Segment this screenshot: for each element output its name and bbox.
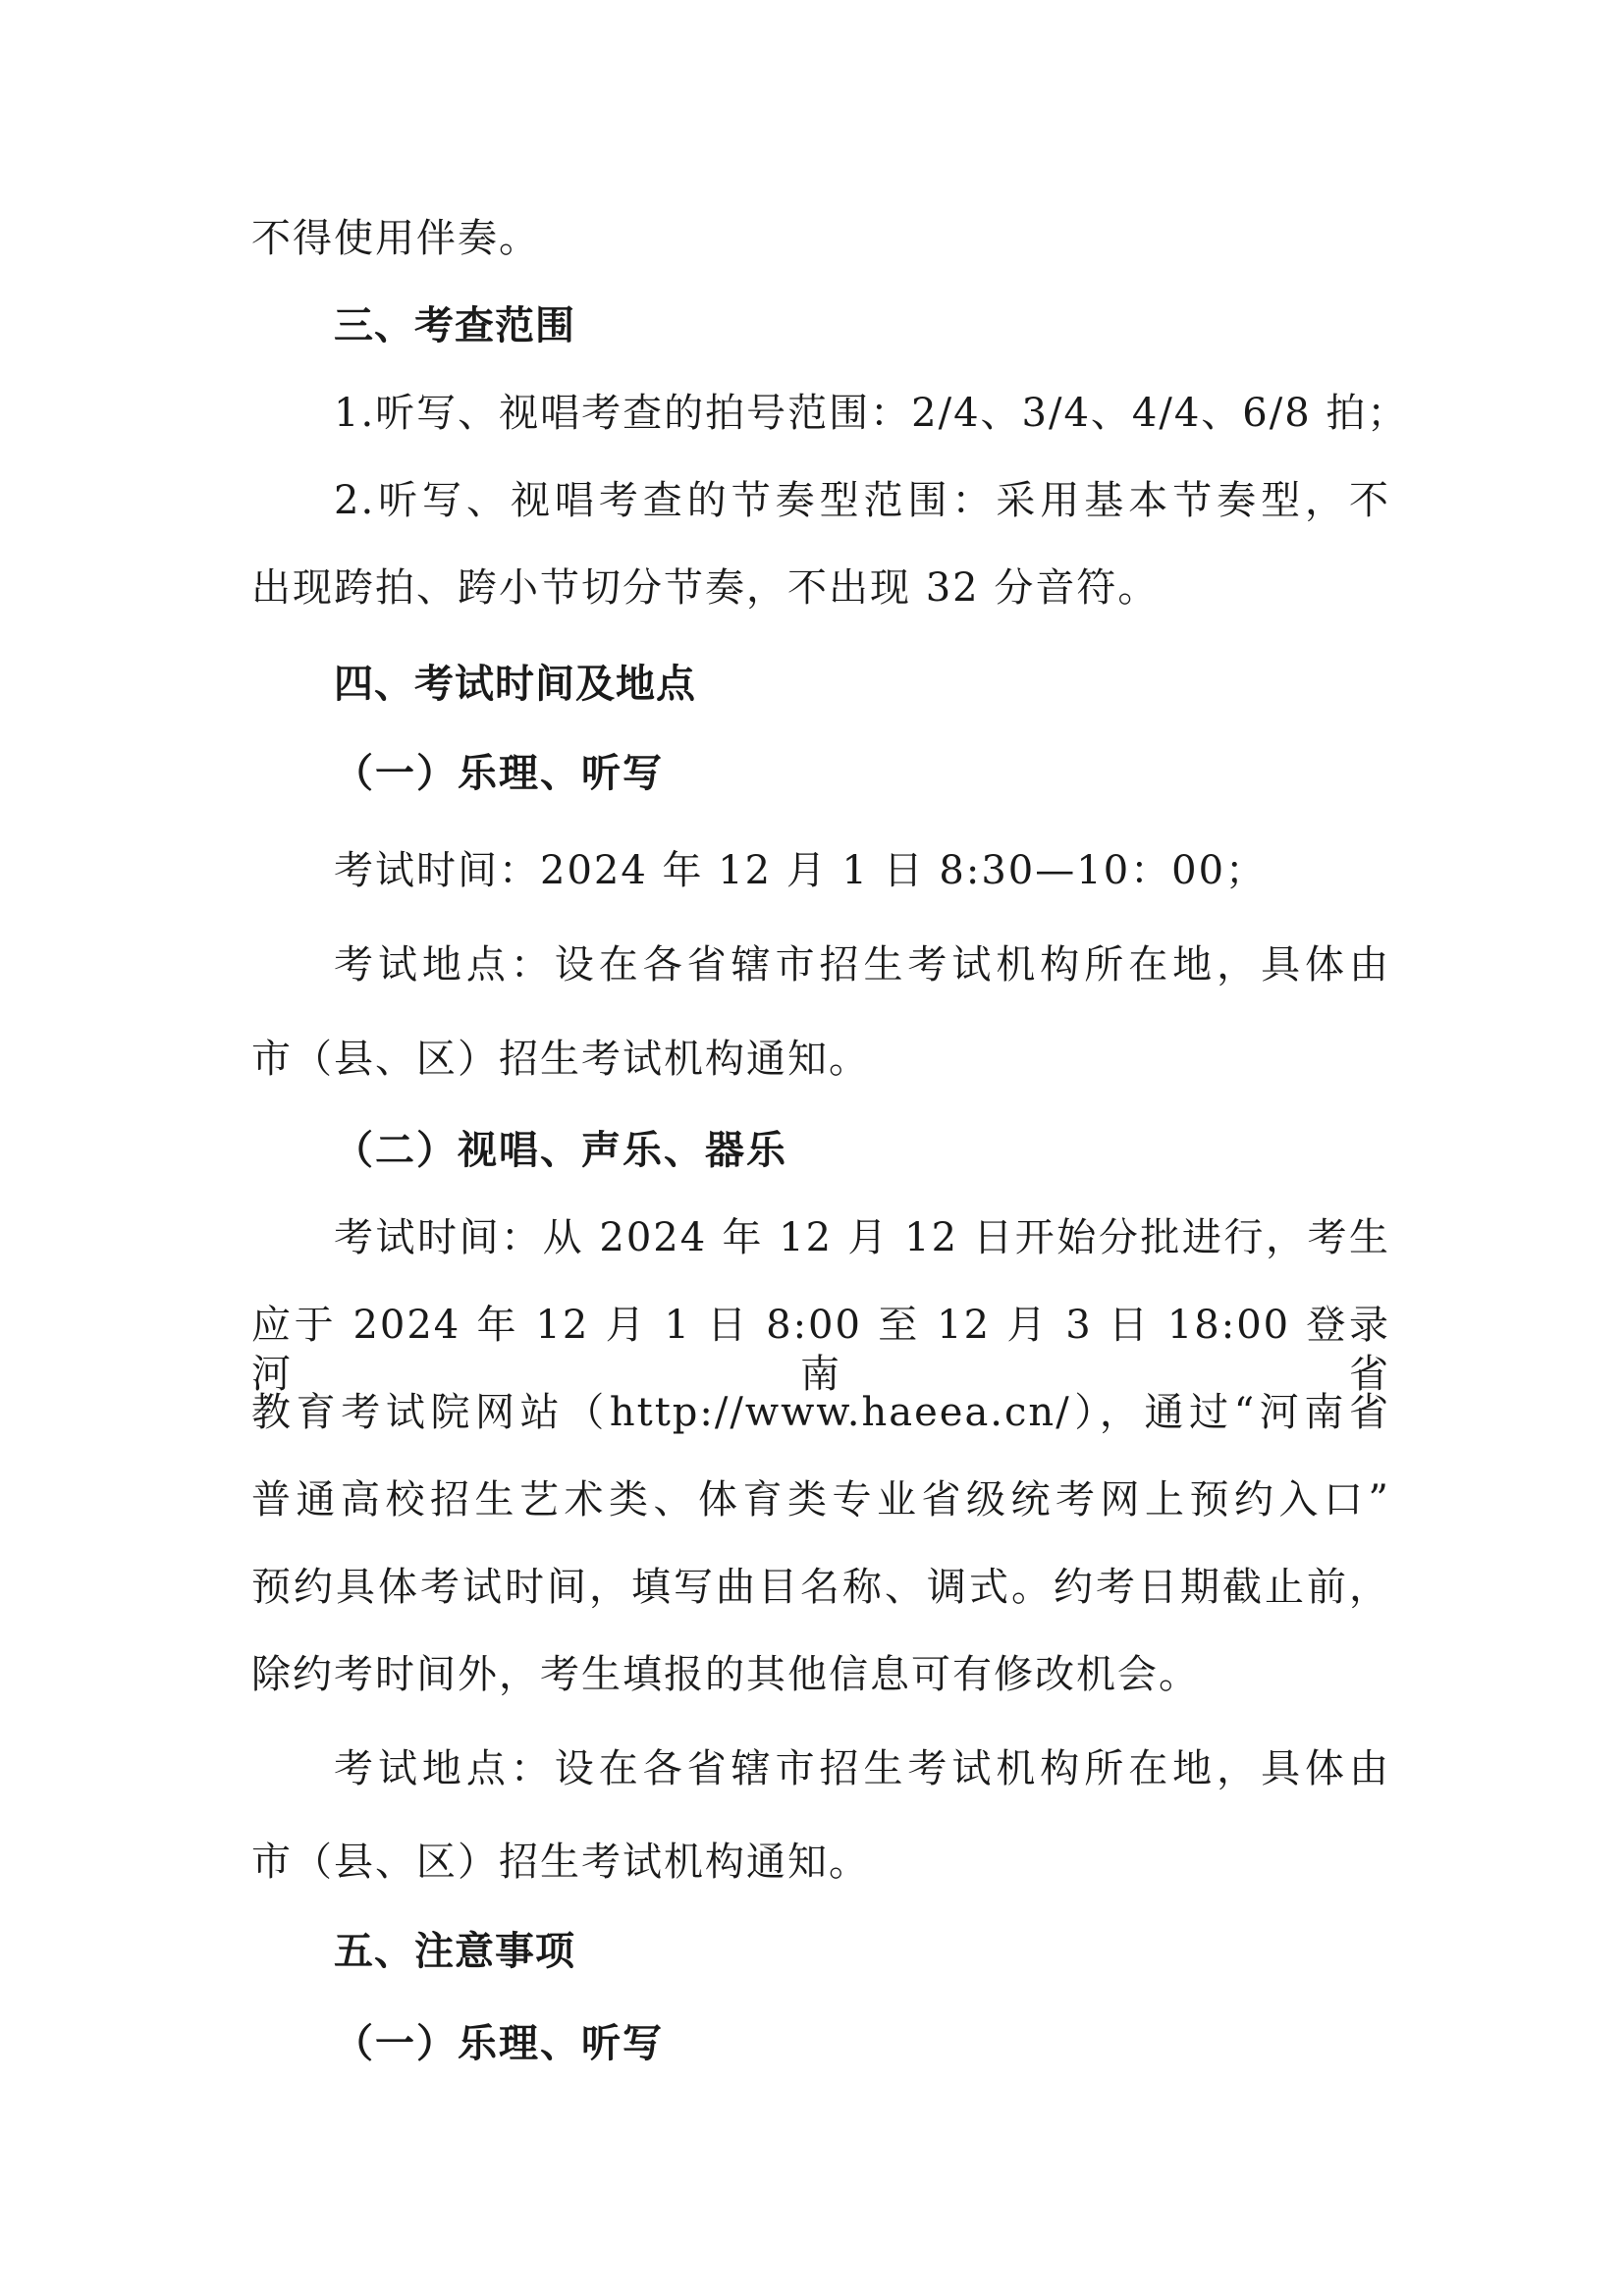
exam-time-performance: 考试时间：从 2024 年 12 月 12 日开始分批进行，考生 xyxy=(334,1215,1390,1260)
exam-time-theory: 考试时间：2024 年 12 月 1 日 8:30—10：00； xyxy=(334,848,1268,893)
paragraph-line: 预约具体考试时间，填写曲目名称、调式。约考日期截止前， xyxy=(251,1565,1390,1610)
list-item-time-signatures: 1.听写、视唱考查的拍号范围：2/4、3/4、4/4、6/8 拍； xyxy=(334,391,1409,436)
paragraph-line: 应于 2024 年 12 月 1 日 8:00 至 12 月 3 日 18:00 登录河南省 xyxy=(251,1303,1390,1397)
subheading-theory-dictation: （一）乐理、听写 xyxy=(334,750,664,796)
paragraph-line: 教育考试院网站（http://www.haeea.cn/），通过“河南省 xyxy=(251,1390,1390,1435)
list-item-rhythm-patterns: 2.听写、视唱考查的节奏型范围：采用基本节奏型，不 xyxy=(334,478,1390,523)
section-heading-scope: 三、考查范围 xyxy=(334,303,575,348)
exam-place-performance: 考试地点：设在各省辖市招生考试机构所在地，具体由 xyxy=(334,1746,1390,1791)
section-heading-time-place: 四、考试时间及地点 xyxy=(334,662,696,707)
subheading-sightsinging-vocal-instrumental: （二）视唱、声乐、器乐 xyxy=(334,1127,787,1173)
exam-place-theory: 考试地点：设在各省辖市招生考试机构所在地，具体由 xyxy=(334,942,1390,988)
paragraph-line: 市（县、区）招生考试机构通知。 xyxy=(251,1840,870,1885)
paragraph-line: 市（县、区）招生考试机构通知。 xyxy=(251,1037,870,1082)
section-heading-notes: 五、注意事项 xyxy=(334,1929,575,1974)
paragraph-line: 除约考时间外，考生填报的其他信息可有修改机会。 xyxy=(251,1652,1200,1697)
paragraph-line: 不得使用伴奏。 xyxy=(251,216,540,261)
subheading-theory-dictation-notes: （一）乐理、听写 xyxy=(334,2020,664,2066)
paragraph-line: 出现跨拍、跨小节切分节奏，不出现 32 分音符。 xyxy=(251,565,1160,611)
paragraph-line: 普通高校招生艺术类、体育类专业省级统考网上预约入口” xyxy=(251,1477,1390,1522)
